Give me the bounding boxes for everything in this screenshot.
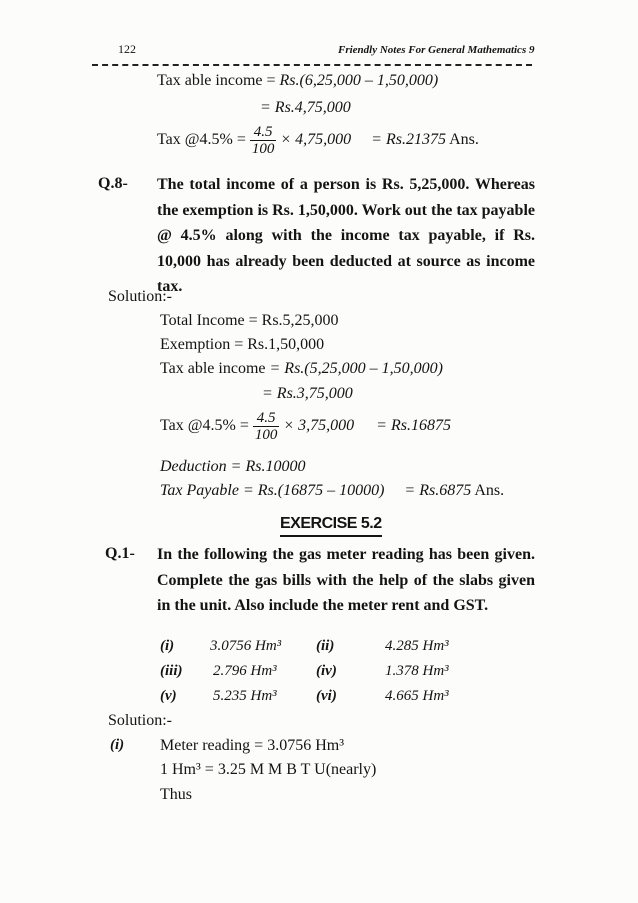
sol1-tax-multiplier: × 3,75,000 <box>283 417 355 435</box>
top-taxable-expr: Rs.(6,25,000 – 1,50,000) <box>279 72 439 89</box>
option-value-2: 4.285 Hm³ <box>385 638 449 654</box>
option-label-4: (iv) <box>316 663 337 679</box>
sol1-tax-result: = Rs.16875 <box>376 417 451 435</box>
meter-reading: Meter reading = 3.0756 Hm³ <box>160 737 344 754</box>
option-label-2: (ii) <box>316 638 335 654</box>
sol1-taxable-label: Tax able income <box>160 360 266 377</box>
deduction: Deduction = Rs.10000 <box>160 458 306 475</box>
option-label-1: (i) <box>160 638 175 654</box>
tax-payable-line <box>160 482 504 500</box>
sol1-tax-label: Tax @4.5% = <box>160 417 249 435</box>
q1-number: Q.1- <box>105 545 135 562</box>
sol1-tax-denominator: 100 <box>254 427 278 443</box>
top-tax-multiplier: × 4,75,000 <box>280 131 352 149</box>
top-tax-label: Tax @4.5% = <box>157 131 246 149</box>
solution2-label: Solution:- <box>108 712 173 729</box>
tax-payable-result: = Rs.6875 <box>404 482 472 499</box>
top-tax-line <box>157 124 479 157</box>
top-ans: Ans. <box>449 131 479 149</box>
total-income: Total Income = Rs.5,25,000 <box>160 312 339 329</box>
solution2-part-label: (i) <box>110 737 125 753</box>
option-label-6: (vi) <box>316 688 337 704</box>
sol1-taxable-expr: = Rs.(5,25,000 – 1,50,000) <box>269 360 443 377</box>
top-taxable-line: Tax able income = Rs.(6,25,000 – 1,50,000) <box>157 72 439 89</box>
unit-conversion: 1 Hm³ = 3.25 M M B T U(nearly) <box>160 761 377 778</box>
sol1-tax-line <box>160 410 451 443</box>
solution1-label: Solution:- <box>108 288 173 305</box>
option-label-3: (iii) <box>160 663 183 679</box>
sol1-tax-fraction <box>253 410 280 443</box>
top-taxable-label: Tax able income <box>157 72 263 89</box>
page-number: 122 <box>118 42 136 56</box>
exemption: Exemption = Rs.1,50,000 <box>160 336 325 353</box>
top-tax-numerator: 4.5 <box>250 124 277 141</box>
q8-number: Q.8- <box>98 175 128 192</box>
header-rule <box>92 64 532 66</box>
option-label-5: (v) <box>160 688 177 704</box>
option-value-5: 5.235 Hm³ <box>213 688 277 704</box>
top-tax-result: = Rs.21375 <box>371 131 446 149</box>
q8-text: The total income of a person is Rs. 5,25,000. Whereas the exemption is Rs. 1,50,000. Work out the tax payable @ 4.5% along with the income tax payable, if Rs. 10,000 has already been deducted at source as income tax. <box>157 176 535 295</box>
book-title: Friendly Notes For General Mathematics 9 <box>338 44 535 56</box>
tax-payable-label: Tax Payable = Rs.(16875 – 10000) <box>160 482 385 499</box>
option-value-1: 3.0756 Hm³ <box>210 638 282 654</box>
q1-text: In the following the gas meter reading has been given. Complete the gas bills with the help of the slabs given in the unit. Also include the meter rent and GST. <box>157 546 535 614</box>
thus-label: Thus <box>160 786 192 803</box>
option-value-4: 1.378 Hm³ <box>385 663 449 679</box>
exercise-heading: EXERCISE 5.2 <box>280 515 382 537</box>
top-tax-denominator: 100 <box>251 141 275 157</box>
option-value-3: 2.796 Hm³ <box>213 663 277 679</box>
option-value-6: 4.665 Hm³ <box>385 688 449 704</box>
sol1-taxable-result: = Rs.3,75,000 <box>262 385 353 402</box>
sol1-taxable-line <box>160 360 443 378</box>
sol1-ans: Ans. <box>474 482 505 499</box>
top-tax-fraction <box>250 124 277 157</box>
sol1-tax-numerator: 4.5 <box>253 410 280 427</box>
top-taxable-result: = Rs.4,75,000 <box>260 99 351 116</box>
